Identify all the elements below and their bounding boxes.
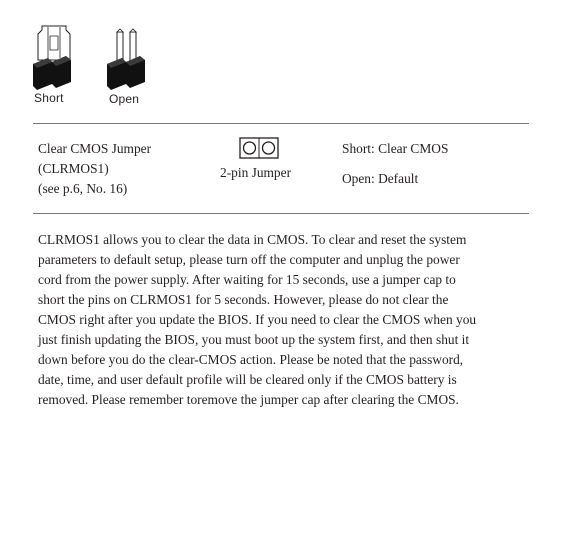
description-line: removed. Please remember toremove the jumper cap after clearing the CMOS. <box>38 392 459 407</box>
table-top-divider <box>33 123 529 124</box>
short-label: Short <box>34 91 64 105</box>
jumper-id-line: (CLRMOS1) <box>38 161 109 176</box>
open-label: Open <box>109 92 140 106</box>
jumper-type-label: 2-pin Jumper <box>220 165 292 180</box>
jumper-ref-line: (see p.6, No. 16) <box>38 181 128 196</box>
description-line: just finish updating the BIOS, you must boot up the system first, and then shut it <box>38 332 470 347</box>
description-line: CLRMOS1 allows you to clear the data in CMOS. To clear and reset the system <box>38 232 467 247</box>
setting-open: Open: Default <box>342 171 419 186</box>
open-jumper-icon <box>107 29 145 90</box>
description-line: cord from the power supply. After waiting for 15 seconds, use a jumper cap to <box>38 272 456 287</box>
description-line: down before you do the clear-CMOS action. Please be noted that the password, <box>38 352 464 367</box>
jumper-name-cell <box>38 139 151 199</box>
short-jumper-icon <box>33 26 71 90</box>
two-pin-jumper-icon <box>239 137 279 159</box>
description-paragraph <box>38 230 508 410</box>
description-line: date, time, and user default profile will be cleared only if the CMOS battery is <box>38 372 457 387</box>
jumper-illustration <box>0 0 170 95</box>
description-line: parameters to default setup, please turn off the computer and unplug the power <box>38 252 460 267</box>
description-line: short the pins on CLRMOS1 for 5 seconds. However, please do not clear the <box>38 292 449 307</box>
jumper-name-line: Clear CMOS Jumper <box>38 141 152 156</box>
table-bottom-divider <box>33 213 529 214</box>
description-line: CMOS right after you update the BIOS. If you need to clear the CMOS when you <box>38 312 477 327</box>
setting-short: Short: Clear CMOS <box>342 141 449 156</box>
